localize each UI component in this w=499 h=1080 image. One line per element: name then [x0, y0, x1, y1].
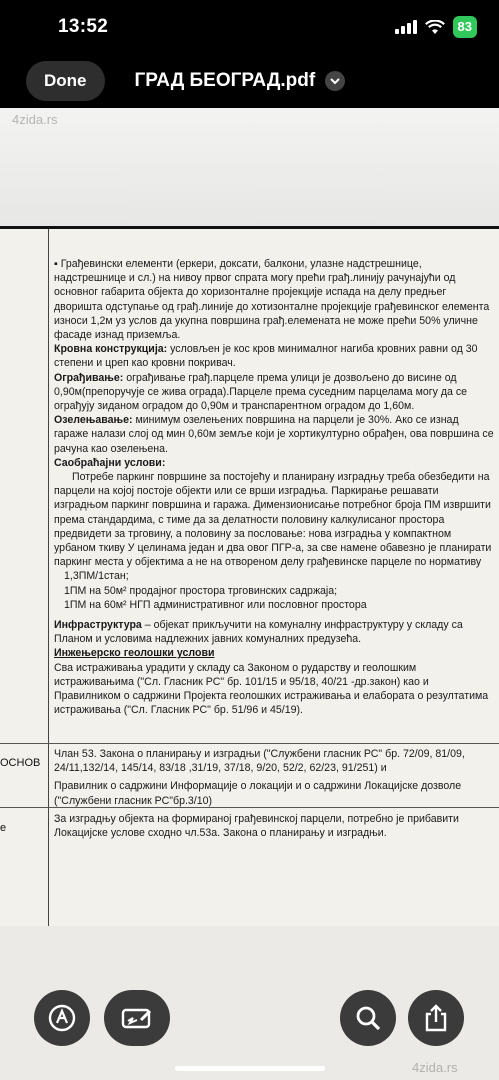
- table-left-column: [0, 229, 49, 926]
- infra-text: – објекат прикључити на комуналну инфраструктуру у складу са Планом и условима надлежних јавних комуналних предузећа.: [54, 619, 463, 646]
- wifi-icon: [425, 20, 445, 35]
- battery-badge: 83: [453, 16, 477, 38]
- status-indicators: [395, 16, 477, 38]
- document-viewer[interactable]: [0, 108, 499, 1080]
- page-top-blank: [0, 108, 499, 226]
- table-row-divider: [0, 743, 499, 744]
- infra-label: Инфраструктура: [54, 619, 142, 632]
- bullet-building-elements: ▪ Грађевински елементи (еркери, доксати, балкони, улазне надстрешнице, надстрешнице и сл.) на нивоу првог спрата могу прећи грађ.линију рачунајући од основног габарита објекта до хоризонталне пројекције испада на делу предњег дворишта одступање од грађ.линије до хотизонталне пројекције грађевинског елемента износи 1,2м уз услов да укупна површина грађ.елемената не може прећи 50% уличне фасаде изнад приземља.: [54, 258, 490, 342]
- document-page: [0, 226, 499, 926]
- markup-button[interactable]: [34, 990, 90, 1046]
- markup-pen-icon: [47, 1003, 77, 1033]
- basis-text-2: Правилник о садржини Информације о локацији и о садржини Локацијске дозволе ("Службени гласник РС"бр.3/10): [54, 780, 462, 807]
- notes-section: [54, 812, 495, 840]
- norm-item: 1ПМ на 50м² продајног простора трговинских садржаја;: [64, 584, 338, 597]
- traffic-text: Потребе паркинг површине за постојећу и планирану изградњу треба обезбедити на парцели на којој постоје објекти или се врши изградња. Паркирање решавати изградњом паркинг површина и гаража. Димензионисање потребног броја ПМ извршити према стандардима, с тиме да за делатности половину калкулисаног простора предвидети за трговину, а половину за пословање: нова изградња у компактном урбаном ткиву У целинама један и два овог ПГР-а, за све намене обавезно је планирати паркинг места у објектима а не на отвореном делу грађевинске парцеле по нормативу: [54, 471, 492, 569]
- legal-basis-section: [54, 747, 495, 808]
- signature-icon: [121, 1005, 153, 1031]
- search-button[interactable]: [340, 990, 396, 1046]
- roof-text: условљен је кос кров минималног нагиба кровних равни од 30 степени и цреп као кровни покривач.: [54, 343, 478, 370]
- document-title[interactable]: ГРАД БЕОГРАД.pdf: [134, 70, 316, 91]
- roof-label: Кровна конструкција:: [54, 343, 168, 356]
- nav-bar: [0, 54, 499, 108]
- green-label: Озелењавање:: [54, 414, 133, 427]
- row-label-notes: е: [0, 822, 7, 834]
- note-location-conditions: За изградњу објекта на формираној грађевинској парцели, потребно је прибавити Локацијске услове сходно чл.53а. Закона о планирању и изградњи.: [54, 813, 459, 840]
- geo-text: Сва истраживања урадити у складу са Законом о рударству и геолошким истраживањима ("Сл. Гласник РС" бр. 101/15 и 95/18, 40/21 -др.закон) као и Правилником о садржини Пројекта геолошких истраживања и елабората о резултатима истраживања ("Сл. Гласник РС" бр. 51/96 и 45/19).: [54, 661, 489, 717]
- share-button[interactable]: [408, 990, 464, 1046]
- cellular-signal-icon: [395, 20, 417, 34]
- bottom-toolbar: [0, 990, 499, 1060]
- watermark: 4zida.rs: [412, 1060, 458, 1075]
- row-label-basis: ОСНОВ: [0, 757, 41, 769]
- fence-text: ограђивање грађ.парцеле према улици је дозвољено до висине од 0,90м(препоручује се жива ограда).Парцеле према суседним парцелама могу да се ограђују зиданом оградом до 0,90м и транспарентном оградом до 1,60м.: [54, 371, 468, 413]
- done-button[interactable]: Done: [26, 61, 105, 101]
- share-icon: [423, 1003, 449, 1033]
- home-indicator[interactable]: [175, 1066, 325, 1071]
- search-icon: [354, 1004, 382, 1032]
- status-time: 13:52: [58, 16, 109, 37]
- chevron-down-icon[interactable]: [325, 71, 345, 91]
- geo-label: Инжењерско геолошки услови: [54, 647, 215, 660]
- fence-label: Ограђивање:: [54, 371, 124, 384]
- green-text: минимум озелењених површина на парцели је 30%. Ако се изнад гараже налази слој од мин 0,60м земље који је хортикултурно обрађен, ова површина се рачуна као озелењена.: [54, 414, 494, 455]
- norm-item: 1ПМ на 60м² НГП административног или пословног простора: [64, 598, 367, 611]
- signature-button[interactable]: [104, 990, 170, 1046]
- status-bar: [0, 0, 499, 54]
- norm-item: 1,3ПМ/1стан;: [64, 570, 129, 583]
- traffic-label: Саобраћајни услови:: [54, 456, 166, 469]
- watermark: 4zida.rs: [12, 112, 58, 127]
- conditions-section: [54, 257, 495, 718]
- basis-text: Члан 53. Закона о планирању и изградњи ("Службени гласник РС" бр. 72/09, 81/09, 24/11,132/14, 145/14, 83/18 ,31/19, 37/18, 9/20, 52/2, 62/23, 91/251) и: [54, 748, 465, 775]
